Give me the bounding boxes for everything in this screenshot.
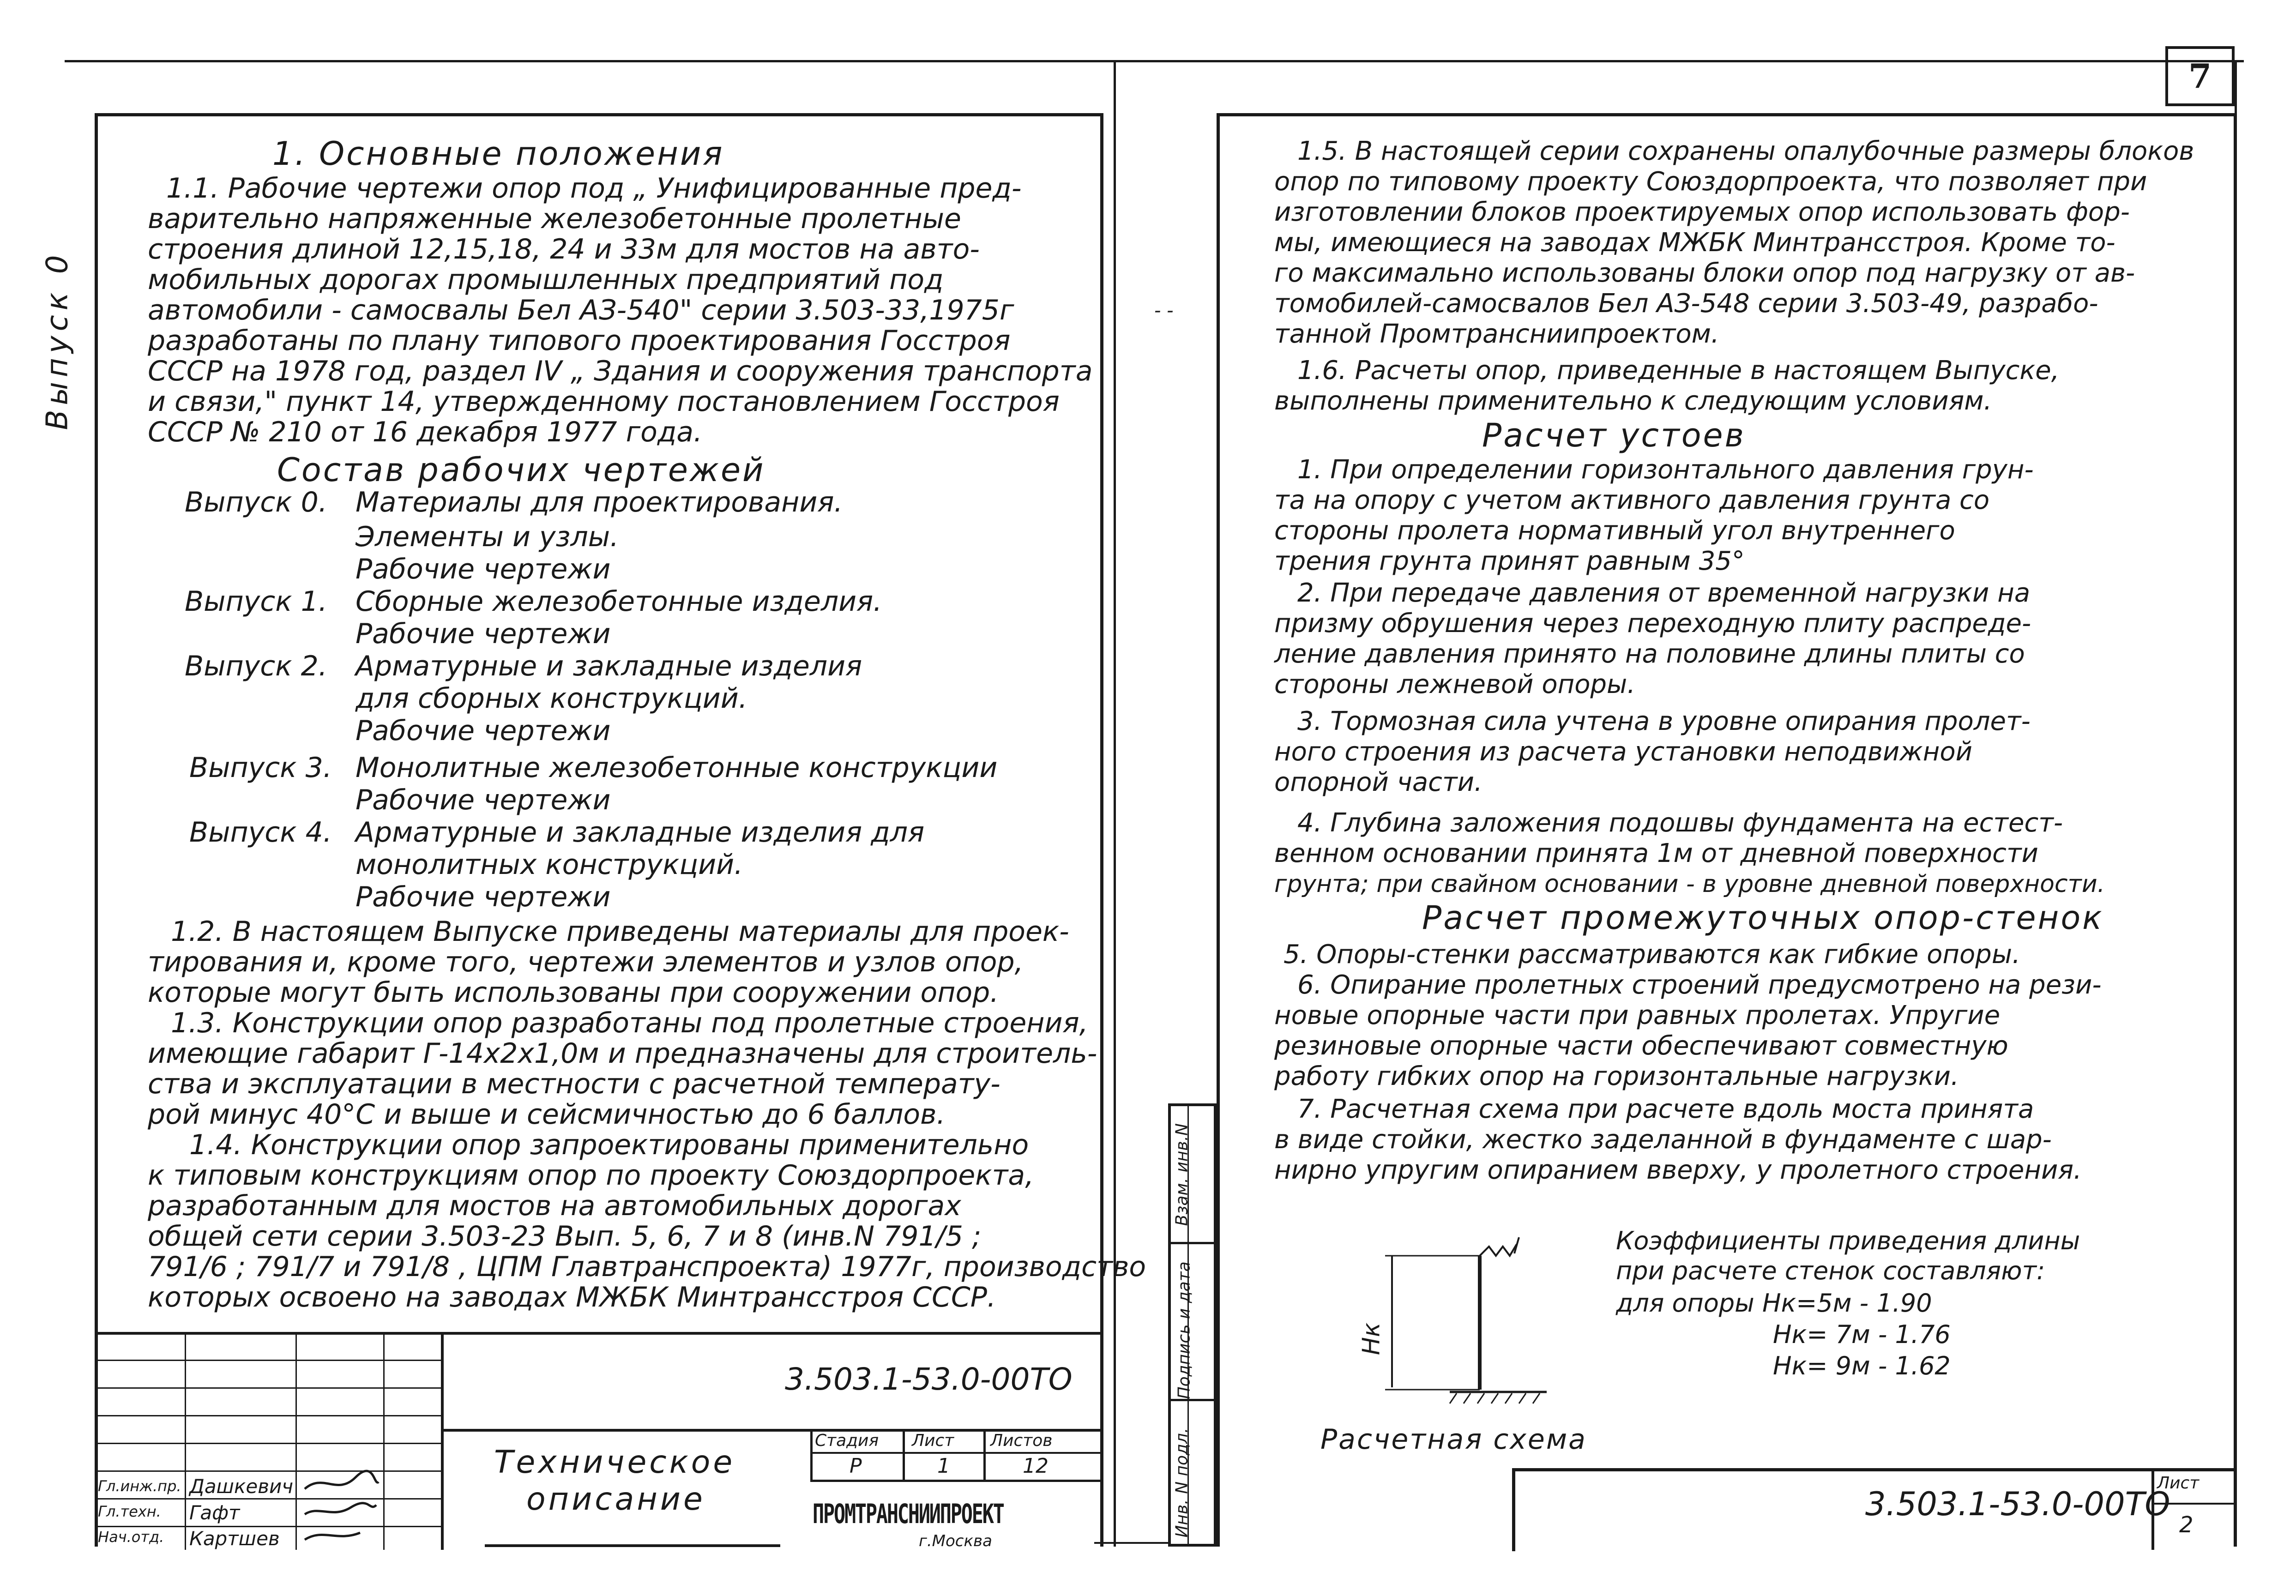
coef-line: Коэффициенты приведения длины [1616, 1226, 2080, 1255]
issue-line: Сборные железобетонные изделия. [356, 585, 882, 618]
coef-line: Нк= 9м - 1.62 [1773, 1351, 1951, 1380]
stamp-cell: Взам. инв.N [1172, 1123, 1192, 1226]
issue-label: Выпуск 0. [185, 486, 327, 518]
intro-line: мобильных дорогах промышленных предприятий под [148, 264, 944, 296]
paragraph-line: 1.3. Конструкции опор разработаны под пролетные строения, [171, 1007, 1088, 1039]
paragraph-line: 2. При передаче давления от временной нагрузки на [1297, 578, 2031, 608]
paragraph-line: которых освоено на заводах МЖБК Минтрансстроя СССР. [148, 1281, 996, 1313]
issue-line: Арматурные и закладные изделия [356, 650, 862, 682]
issue-line: Рабочие чертежи [356, 784, 611, 816]
paragraph-line: томобилей-самосвалов Бел АЗ-548 серии 3.503-49, разрабо- [1274, 289, 2098, 319]
paragraph-line: танной Промтрансниипроектом. [1274, 319, 1719, 349]
paragraph-line: 7. Расчетная схема при расчете вдоль моста принята [1297, 1094, 2034, 1124]
intro-line: СССР № 210 от 16 декабря 1977 года. [148, 416, 703, 448]
heading-walls: Расчет промежуточных опор-стенок [1422, 899, 2104, 937]
tb-title-line1: Техническое [494, 1444, 735, 1481]
paragraph-line: выполнены применительно к следующим условиям. [1274, 386, 1992, 416]
issue-line: Монолитные железобетонные конструкции [356, 752, 998, 784]
intro-line: автомобили - самосвалы Бел АЗ-540" серии 3.503-33,1975г [148, 294, 1014, 326]
coef-line: при расчете стенок составляют: [1616, 1256, 2045, 1285]
tb-grid-h [95, 1415, 441, 1416]
scheme-caption: Расчетная схема [1320, 1423, 1587, 1456]
issue-line: монолитных конструкций. [356, 849, 743, 881]
tb-title-line2: описание [526, 1481, 705, 1518]
tb-stage-v [810, 1429, 813, 1480]
issue-label: Выпуск 2. [185, 650, 327, 682]
paragraph-line: ного строения из расчета установки неподвижной [1274, 737, 1972, 767]
paragraph-line: изготовлении блоков проектируемых опор использовать фор- [1274, 197, 2130, 227]
coef-line: для опоры Нк=5м - 1.90 [1616, 1289, 1932, 1318]
intro-line: 1.1. Рабочие чертежи опор под „ Унифицированные пред- [166, 172, 1022, 205]
paragraph-line: 6. Опирание пролетных строений предусмотрено на рези- [1297, 970, 2102, 1000]
side-label: Выпуск 0 [40, 250, 75, 430]
paragraph-line: разработанным для мостов на автомобильных дорогах [148, 1190, 961, 1222]
paragraph-line: имеющие габарит Г-14х2х1,0м и предназначены для строитель- [148, 1037, 1097, 1070]
person-name: Дашкевич [189, 1475, 294, 1498]
paragraph-line: ства и эксплуатации в местности с расчетной температу- [148, 1068, 1000, 1100]
paragraph-line: рой минус 40°С и выше и сейсмичностью до 6 баллов. [148, 1098, 946, 1131]
paragraph-line: опор по типовому проекту Союздорпроекта, что позволяет при [1274, 167, 2147, 197]
paragraph-line: ление давления принято на половине длины плиты со [1274, 639, 2025, 669]
org-city: г.Москва [919, 1532, 992, 1550]
paragraph-line: общей сети серии 3.503-23 Вып. 5, 6, 7 и 8 (инв.N 791/5 ; [148, 1220, 982, 1253]
sheets-value: 12 [1023, 1454, 1049, 1478]
tb-stage-h [810, 1480, 1103, 1482]
paragraph-line: работу гибких опор на горизонтальные нагрузки. [1274, 1061, 1959, 1091]
person-name: Гафт [189, 1501, 240, 1524]
person-name: Картшев [189, 1527, 280, 1550]
tb-divider [441, 1332, 444, 1550]
left-heading: 1. Основные положения [272, 135, 724, 173]
role-label: Нач.отд. [98, 1528, 164, 1546]
paragraph-line: 1.6. Расчеты опор, приведенные в настоящем Выпуске, [1297, 355, 2060, 385]
tb-grid-h [95, 1498, 441, 1500]
intro-line: и связи," пункт 14, утвержденному постановлением Госстроя [148, 385, 1060, 418]
issue-line: Рабочие чертежи [356, 881, 611, 913]
right-sheet-no: 2 [2179, 1512, 2194, 1538]
paragraph-line: 4. Глубина заложения подошвы фундамента на естест- [1297, 808, 2063, 838]
paragraph-line: трения грунта принят равным 35° [1274, 546, 1745, 576]
intro-line: варительно напряженные железобетонные пролетные [148, 203, 961, 235]
right-sheet-label: Лист [2157, 1474, 2200, 1493]
paragraph-line: стороны лежневой опоры. [1274, 669, 1636, 699]
tb-stage-v [983, 1429, 986, 1480]
stamp-cell: Инв. N подл. [1172, 1427, 1192, 1538]
tb-grid-h [95, 1443, 441, 1444]
paragraph-line: опорной части. [1274, 767, 1482, 797]
paragraph-line: 1. При определении горизонтального давления грун- [1297, 455, 2034, 485]
issue-line: Рабочие чертежи [356, 715, 611, 747]
role-label: Гл.техн. [98, 1503, 161, 1520]
bottom-left-tick [1094, 1542, 1168, 1544]
tb-stage-h [810, 1452, 1103, 1454]
paragraph-line: та на опору с учетом активного давления грунта со [1274, 485, 1990, 515]
paragraph-line: стороны пролета нормативный угол внутреннего [1274, 516, 1955, 546]
issue-label: Выпуск 3. [189, 752, 332, 784]
issue-label: Выпуск 1. [185, 585, 327, 618]
paragraph-line: 5. Опоры-стенки рассматриваются как гибкие опоры. [1284, 940, 2020, 970]
page-number: 7 [2188, 56, 2212, 96]
issue-line: Рабочие чертежи [356, 553, 611, 585]
paragraph-line: 1.5. В настоящей серии сохранены опалубочные размеры блоков [1297, 136, 2194, 166]
paragraph-line: 1.2. В настоящем Выпуске приведены материалы для проек- [171, 915, 1069, 948]
paragraph-line: го максимально использованы блоки опор под нагрузку от ав- [1274, 258, 2135, 288]
paragraph-line: грунта; при свайном основании - в уровне дневной поверхности. [1274, 870, 2105, 898]
sheets-header: Листов [990, 1431, 1053, 1450]
intro-line: разработаны по плану типового проектирования Госстроя [148, 325, 1011, 357]
issue-line: Материалы для проектирования. [356, 486, 843, 518]
sheet-value: 1 [937, 1454, 950, 1478]
issue-line: Арматурные и закладные изделия для [356, 816, 925, 849]
paragraph-line: 791/6 ; 791/7 и 791/8 , ЦПМ Главтранспроекта) 1977г, производство [148, 1251, 1146, 1283]
composition-title: Состав рабочих чертежей [277, 451, 765, 489]
paragraph-line: нирно упругим опиранием вверху, у пролетного строения. [1274, 1155, 2082, 1185]
issue-line: Элементы и узлы. [356, 521, 619, 553]
stage-value: Р [850, 1454, 862, 1478]
paragraph-line: в виде стойки, жестко заделанной в фундаменте с шар- [1274, 1125, 2052, 1155]
scheme-height-label: Нк [1357, 1322, 1386, 1355]
issue-line: Рабочие чертежи [356, 618, 611, 650]
paragraph-line: которые могут быть использованы при сооружении опор. [148, 976, 999, 1009]
issue-line: для сборных конструкций. [356, 682, 747, 715]
margin-mark: - - [1154, 300, 1174, 321]
org-name: ПРОМТРАНСНИИПРОЕКТ [813, 1498, 1004, 1530]
page-divider [1114, 60, 1116, 1547]
sheet-header: Лист [912, 1431, 954, 1450]
stamp-divider [1168, 1399, 1217, 1401]
tb-grid-h [95, 1387, 441, 1389]
tb-top-line [95, 1332, 1103, 1335]
stamp-cell: Подпись и дата [1175, 1261, 1194, 1399]
paragraph-line: к типовым конструкциям опор по проекту Союздорпроекта, [148, 1159, 1034, 1192]
heading-abutments: Расчет устоев [1482, 416, 1746, 454]
stamp-divider [1168, 1242, 1217, 1244]
tb-grid-v [383, 1332, 385, 1550]
intro-line: СССР на 1978 год, раздел IV „ Здания и сооружения транспорта [148, 355, 1093, 387]
paragraph-line: 3. Тормозная сила учтена в уровне опирания пролет- [1297, 706, 2031, 736]
role-label: Гл.инж.пр. [98, 1477, 181, 1495]
tb-grid-h [95, 1470, 441, 1472]
tb-grid-v [185, 1332, 186, 1550]
signatures [295, 1468, 383, 1547]
calc-scheme [1367, 1219, 1561, 1413]
tb-grid-h [95, 1360, 441, 1361]
stage-header: Стадия [815, 1431, 879, 1450]
top-border [65, 60, 2244, 62]
page-number-box [2165, 46, 2235, 106]
paragraph-line: 1.4. Конструкции опор запроектированы применительно [189, 1129, 1029, 1161]
paragraph-line: венном основании принята 1м от дневной поверхности [1274, 838, 2038, 868]
issue-label: Выпуск 4. [189, 816, 332, 849]
coef-line: Нк= 7м - 1.76 [1773, 1320, 1951, 1349]
right-bottom-code: 3.503.1-53.0-00ТО [1865, 1485, 2170, 1523]
paragraph-line: новые опорные части при равных пролетах. Упругие [1274, 1000, 2001, 1030]
paragraph-line: тирования и, кроме того, чертежи элементов и узлов опор, [148, 946, 1024, 978]
intro-line: строения длиной 12,15,18, 24 и 33м для мостов на авто- [148, 233, 980, 265]
paragraph-line: резиновые опорные части обеспечивают совместную [1274, 1031, 2008, 1061]
paragraph-line: мы, имеющиеся на заводах МЖБК Минтрансстроя. Кроме то- [1274, 228, 2115, 258]
tb-title-underline [485, 1544, 780, 1547]
tb-code: 3.503.1-53.0-00ТО [785, 1361, 1073, 1397]
paragraph-line: призму обрушения через переходную плиту распреде- [1274, 608, 2031, 638]
tb-stage-v [903, 1429, 905, 1480]
